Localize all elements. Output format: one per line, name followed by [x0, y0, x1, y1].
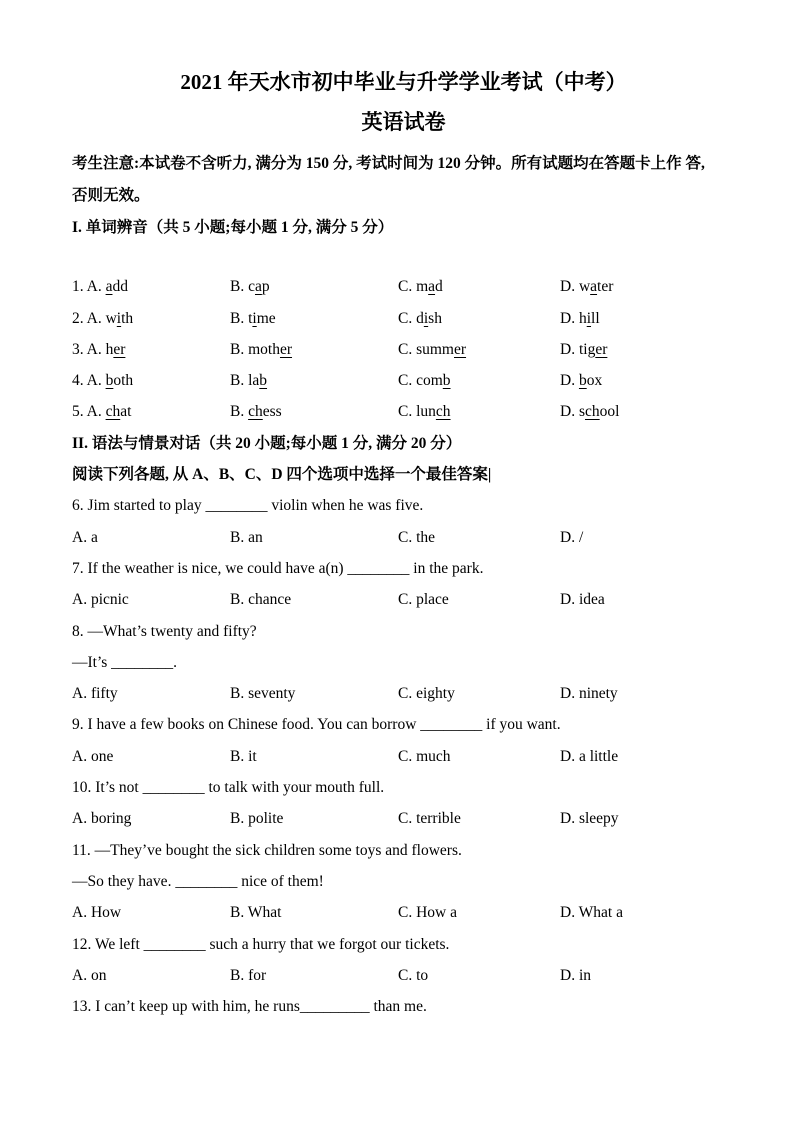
exam-notice-line-2: 否则无效。	[72, 187, 150, 204]
grammar-question-6	[72, 490, 735, 553]
option-b: B. for	[230, 966, 267, 984]
phonetic-option-a: 5. A. chat	[72, 403, 132, 421]
phonetic-option-a: 2. A. with	[72, 309, 134, 327]
question-stem: 13. I can’t keep up with him, he runs_________ than me.	[72, 998, 427, 1016]
phonetic-question-2	[72, 303, 735, 334]
option-a: A. one	[72, 747, 114, 765]
phonetic-option-c: C. dish	[398, 309, 442, 327]
phonetic-option-c: C. mad	[398, 278, 443, 296]
question-options	[72, 803, 735, 834]
phonetic-option-d: D. school	[560, 403, 620, 421]
question-stem: 11. —They’ve bought the sick children some toys and flowers.	[72, 841, 462, 859]
phonetic-option-d: D. box	[560, 372, 603, 390]
option-d: D. ninety	[560, 685, 618, 703]
phonetic-option-c: C. lunch	[398, 403, 451, 421]
exam-notice	[72, 148, 735, 212]
option-c: C. place	[398, 591, 449, 609]
question-stem-reply: —So they have. ________ nice of them!	[72, 872, 324, 890]
phonetic-question-4	[72, 365, 735, 396]
phonetic-option-b: B. lab	[230, 372, 268, 390]
option-a: A. boring	[72, 810, 132, 828]
question-options	[72, 960, 735, 991]
phonetic-question-table	[72, 271, 735, 427]
option-a: A. a	[72, 528, 98, 546]
option-c: C. to	[398, 966, 429, 984]
phonetic-option-c: C. comb	[398, 372, 451, 390]
option-b: B. chance	[230, 591, 292, 609]
grammar-question-9	[72, 709, 735, 772]
phonetic-option-d: D. tiger	[560, 340, 608, 358]
phonetic-option-b: B. time	[230, 309, 276, 327]
question-stem: 10. It’s not ________ to talk with your mouth full.	[72, 779, 385, 797]
grammar-question-10	[72, 772, 735, 835]
question-stem: 6. Jim started to play ________ violin when he was five.	[72, 497, 424, 515]
page-title: 2021 年天水市初中毕业与升学学业考试（中考）	[180, 70, 627, 94]
question-options	[72, 522, 735, 553]
section1-heading: I. 单词辨音（共 5 小题;每小题 1 分, 满分 5 分）	[72, 219, 394, 236]
exam-notice-line-1: 考生注意:本试卷不含听力, 满分为 150 分, 考试时间为 120 分钟。所有试题均在答题卡上作 答,	[72, 155, 705, 172]
question-stem-reply: —It’s ________.	[72, 653, 178, 671]
option-a: A. picnic	[72, 591, 129, 609]
phonetic-option-d: D. water	[560, 278, 614, 296]
grammar-question-7	[72, 553, 735, 616]
question-options	[72, 678, 735, 709]
phonetic-question-3	[72, 334, 735, 365]
phonetic-option-b: B. mother	[230, 340, 293, 358]
option-a: A. on	[72, 966, 107, 984]
option-c: C. much	[398, 747, 451, 765]
option-d: D. /	[560, 528, 584, 546]
phonetic-question-5	[72, 396, 735, 427]
page-subtitle: 英语试卷	[361, 110, 446, 134]
option-b: B. it	[230, 747, 257, 765]
option-b: B. an	[230, 528, 263, 546]
phonetic-option-a: 1. A. add	[72, 278, 128, 296]
option-d: D. What a	[560, 904, 623, 922]
phonetic-option-b: B. cap	[230, 278, 270, 296]
option-a: A. fifty	[72, 685, 118, 703]
section2-instruction: 阅读下列各题, 从 A、B、C、D 四个选项中选择一个最佳答案|	[72, 466, 492, 484]
question-stem: 9. I have a few books on Chinese food. You can borrow ________ if you want.	[72, 716, 561, 734]
phonetic-option-b: B. chess	[230, 403, 282, 421]
option-d: D. sleepy	[560, 810, 619, 828]
grammar-question-11	[72, 835, 735, 929]
option-b: B. seventy	[230, 685, 296, 703]
option-c: C. the	[398, 528, 436, 546]
grammar-question-13	[72, 991, 735, 1022]
grammar-question-8	[72, 616, 735, 710]
question-stem: 7. If the weather is nice, we could have a(n) ________ in the park.	[72, 559, 484, 577]
phonetic-option-c: C. summer	[398, 340, 467, 358]
section2-heading: II. 语法与情景对话（共 20 小题;每小题 1 分, 满分 20 分）	[72, 434, 462, 452]
question-options	[72, 897, 735, 928]
option-c: C. How a	[398, 904, 457, 922]
option-c: C. terrible	[398, 810, 461, 828]
phonetic-option-d: D. hill	[560, 309, 600, 327]
option-a: A. How	[72, 904, 122, 922]
option-d: D. in	[560, 966, 591, 984]
phonetic-option-a: 4. A. both	[72, 372, 134, 390]
option-d: D. idea	[560, 591, 605, 609]
question-options	[72, 741, 735, 772]
phonetic-question-1	[72, 271, 735, 302]
question-stem: 12. We left ________ such a hurry that we forgot our tickets.	[72, 935, 450, 953]
option-c: C. eighty	[398, 685, 455, 703]
grammar-question-12	[72, 929, 735, 992]
option-d: D. a little	[560, 747, 619, 765]
phonetic-option-a: 3. A. her	[72, 340, 126, 358]
question-options	[72, 584, 735, 615]
question-stem: 8. —What’s twenty and fifty?	[72, 622, 257, 640]
option-b: B. polite	[230, 810, 284, 828]
option-b: B. What	[230, 904, 282, 922]
